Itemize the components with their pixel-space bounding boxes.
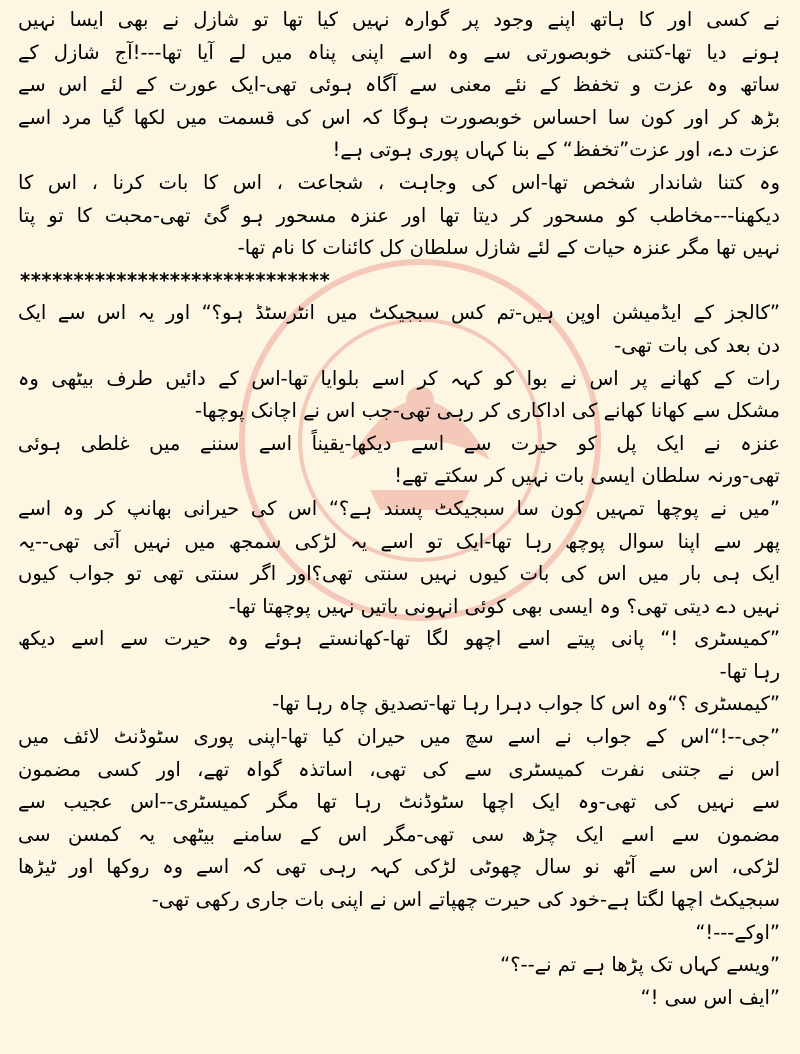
section-divider: *****************************: [20, 268, 331, 292]
text-line: ”کمیسٹری !“ پانی پیتے اسے اچھو لگا تھا-کھانستے ہوئے وہ حیرت سے اسے دیکھ: [18, 627, 780, 651]
text-line: مشکل سے کھانا کھانے کی اداکاری کر رہی تھی-جب اس نے اچانک پوچھا-: [194, 399, 780, 423]
text-line: عزت دے، اور عزت”تخفظ“ کے بنا کہاں پوری ہوتی ہے!: [332, 138, 780, 162]
text-line: ”ایف اس سی !“: [640, 985, 780, 1009]
text-line: ”ویسے کہاں تک پڑھا ہے تم نے--؟“: [500, 953, 780, 977]
text-line: بڑھ کر اور کون سا احساس خوبصورت ہوگا کہ اس کی قسمت میں لکھا گیا مرد اسے: [18, 105, 780, 129]
text-line: دیکھنا---مخاطب کو مسحور کر دیتا تھا اور عنزہ مسحور ہو گئ تھی-محبت کا تو پتا: [18, 203, 780, 227]
text-line: ہونے دیا تھا-کتنی خوبصورتی سے وہ اسے اپنی پناہ میں لے آیا تھا---!آج شازل کے: [18, 40, 780, 64]
text-line: نہیں دے دیتی تھی؟ وہ ایسی بھی کوئی انہونی باتیں نہیں پوچھتا تھا-: [228, 594, 780, 618]
text-line: اس نے جتنی نفرت کمیسٹری سے کی تھی، اساتذہ گواہ تھے، اور کسی مضمون: [18, 757, 780, 781]
text-line: عنزہ نے ایک پل کو حیرت سے اسے دیکھا-یقیناً اسے سننے میں غلطی ہوئی: [18, 431, 780, 455]
text-line: ”کالجز کے ایڈمیشن اوپن ہیں-تم کس سبجیکٹ میں انٹرسٹڈ ہو؟“ اور یہ اس سے ایک: [18, 301, 780, 325]
text-line: وہ کتنا شاندار شخص تھا-اس کی وجاہت ، شجاعت ، اس کا بات کرنا ، اس کا: [18, 170, 780, 194]
text-line: ایک ہی بار میں اس کی بات کیوں نہیں سنتی تھی؟اور اگر سنتی تھی تو جواب کیوں: [18, 562, 780, 586]
text-line: رہا تھا-: [719, 659, 780, 683]
text-line: پھر سے اپنا سوال پوچھ رہا تھا-ایک تو اسے یہ لڑکی سمجھ میں نہیں آتی تھی--یہ: [18, 529, 780, 553]
text-line: ”کیمسٹری ؟“وہ اس کا جواب دہرا رہا تھا-تصدیق چاہ رہا تھا-: [272, 692, 780, 716]
text-line: لڑکی، اس سے آٹھ نو سال چھوٹی لڑکی کہہ رہی تھی کہ اسے وہ روکھا اور ٹیڑھا: [18, 855, 780, 879]
text-line: ”جی--!“اس کے جواب نے اسے سچ میں حیران کیا تھا-اپنی پوری سٹوڈنٹ لائف میں: [18, 725, 780, 749]
text-line: دن بعد کی بات تھی-: [614, 333, 780, 357]
text-line: ساتھ وہ عزت و تخفظ کے نئے معنی سے آگاہ ہوئی تھی-ایک عورت کے لئے اس سے: [18, 73, 780, 97]
text-line: نے کسی اور کا ہاتھ اپنے وجود پر گوارہ نہیں کیا تھا تو شازل نے بھی ایسا نہیں: [18, 8, 780, 31]
text-line: سے نہیں کی تھی-وہ ایک اچھا سٹوڈنٹ رہا تھا مگر کمیسٹری--اس عجیب سے: [18, 790, 780, 814]
text-line: ”اوکے---!“: [695, 920, 780, 944]
text-line: نہیں تھا مگر عنزہ حیات کے لئے شازل سلطان کل کائنات کا نام تھا-: [237, 236, 780, 260]
text-line: ”میں نے پوچھا تمہیں کون سا سبجیکٹ پسند ہے؟“ اس کی حیرانی بھانپ کر وہ اسے: [18, 496, 780, 520]
text-line: رات کے کھانے پر اس نے بوا کو کہہ کر اسے بلوایا تھا-اس کے دائیں طرف بیٹھی وہ: [18, 366, 780, 390]
text-line: مضمون سے اسے ایک چڑھ سی تھی-مگر اس کے سامنے بیٹھی یہ کمسن سی: [18, 822, 780, 846]
text-line: تھی-ورنہ سلطان ایسی بات نہیں کر سکتے تھے!: [394, 464, 780, 488]
text-line: سبجیکٹ اچھا لگتا ہے-خود کی حیرت چھپاتے اس نے اپنی بات جاری رکھی تھی-: [151, 888, 780, 912]
